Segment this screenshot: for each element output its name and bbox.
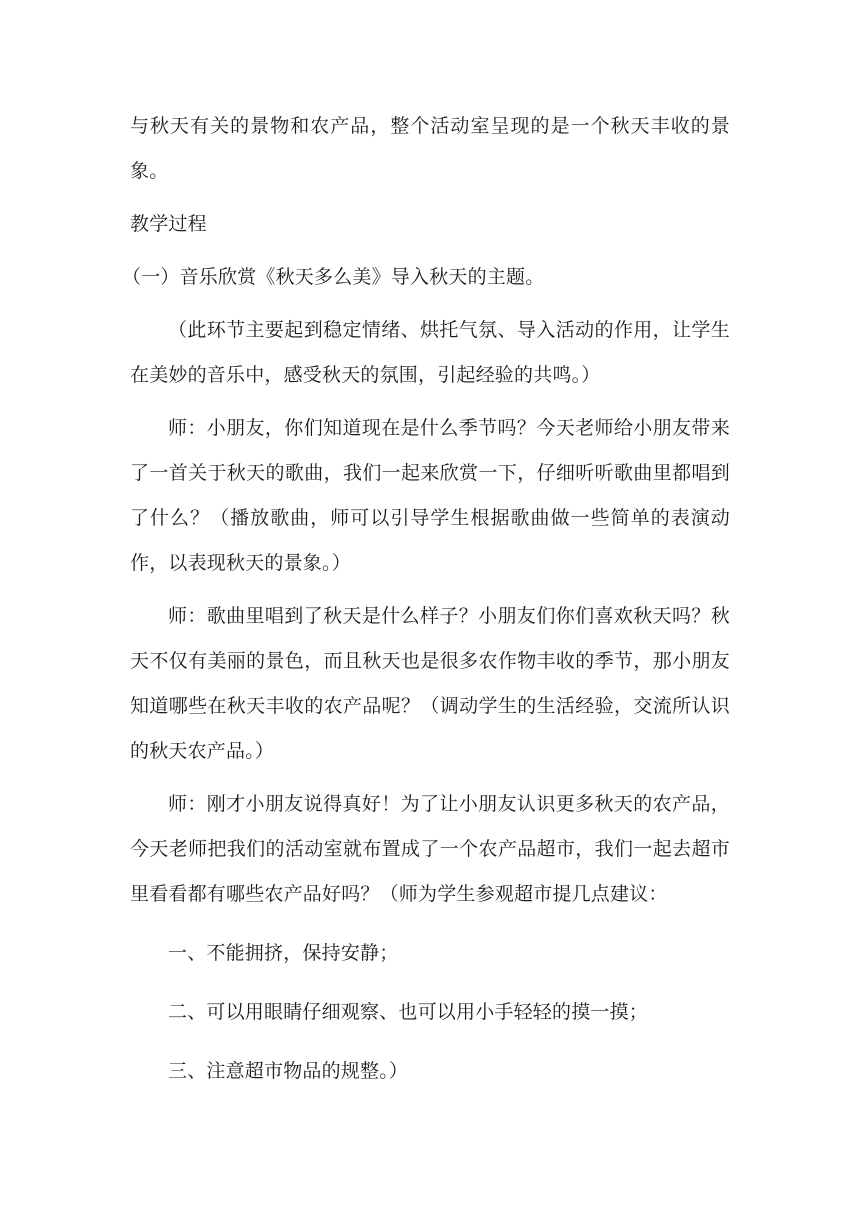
paragraph-teacher-3: 师：刚才小朋友说得真好！为了让小朋友认识更多秋天的农产品，今天老师把我们的活动室就布置成了一个农产品超市，我们一起去超市里看看都有哪些农产品好吗？（师为学生参观超市提几点建议： bbox=[130, 793, 730, 905]
paragraph-teacher-1: 师：小朋友，你们知道现在是什么季节吗？今天老师给小朋友带来了一首关于秋天的歌曲，我们一起来欣赏一下，仔细听听歌曲里都唱到了什么？（播放歌曲，师可以引导学生根据歌曲做一些简单的表演动作，以表现秋天的景象。） bbox=[130, 417, 730, 574]
list-item-3: 三、注意超市物品的规整。） bbox=[168, 1060, 409, 1082]
paragraph-continuation: 与秋天有关的景物和农产品，整个活动室呈现的是一个秋天丰收的景象。 bbox=[130, 115, 730, 182]
heading-teaching-process: 教学过程 bbox=[130, 213, 207, 235]
list-item-2: 二、可以用眼睛仔细观察、也可以用小手轻轻的摸一摸； bbox=[168, 1001, 649, 1023]
paragraph-note: （此环节主要起到稳定情绪、烘托气氛、导入活动的作用，让学生在美妙的音乐中，感受秋天的氛围，引起经验的共鸣。） bbox=[130, 319, 730, 386]
paragraph-teacher-2: 师：歌曲里唱到了秋天是什么样子？小朋友们你们喜欢秋天吗？秋天不仅有美丽的景色，而且秋天也是很多农作物丰收的季节，那小朋友知道哪些在秋天丰收的农产品呢？（调动学生的生活经验，交流所认识的秋天农产品。） bbox=[130, 605, 730, 762]
document-page bbox=[122, 104, 730, 1094]
list-item-1: 一、不能拥挤，保持安静； bbox=[168, 942, 399, 964]
section-heading-1: （一）音乐欣赏《秋天多么美》导入秋天的主题。 bbox=[122, 266, 545, 288]
